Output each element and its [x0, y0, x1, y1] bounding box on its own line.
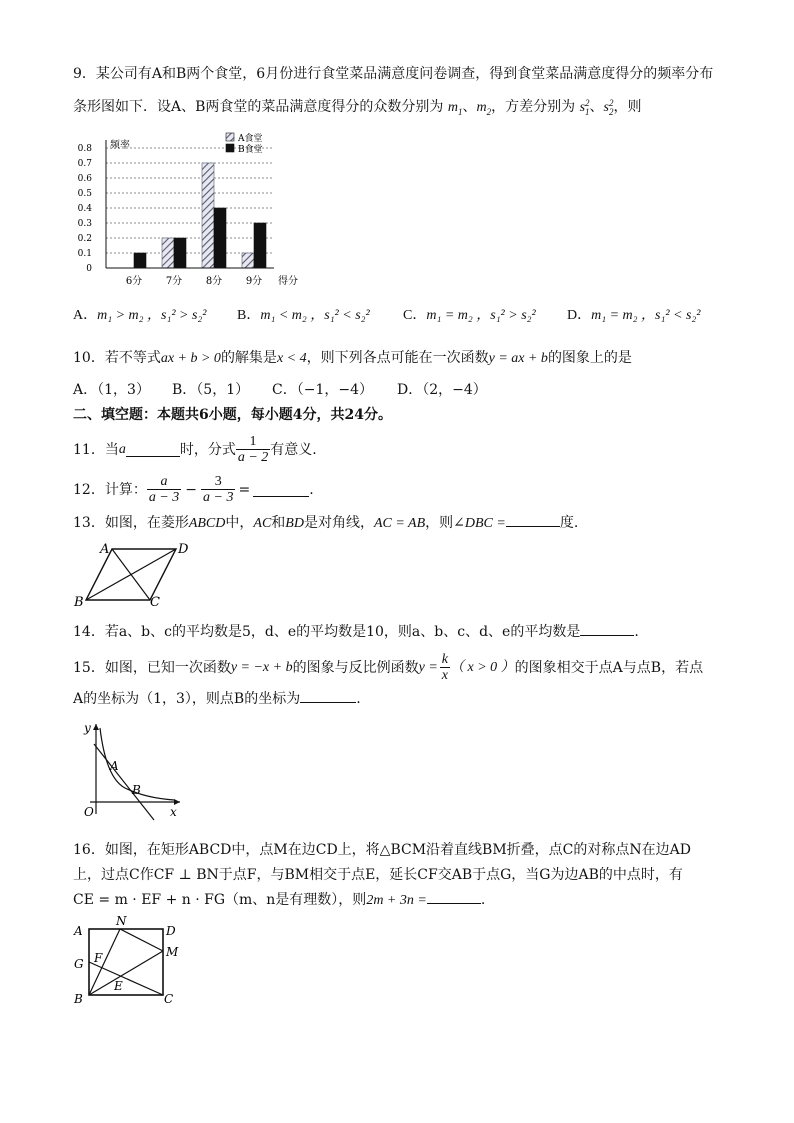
y-tick-label: 0.4 — [77, 204, 92, 214]
q15-condition: （ x > 0 ） — [450, 659, 515, 675]
q9-s1: s 2 1 — [579, 98, 590, 117]
q16-line3 — [73, 891, 485, 910]
q15-expr1: y = −x + b — [230, 659, 293, 675]
rectangle-fold-figure — [70, 913, 190, 1009]
label-d: D — [166, 924, 176, 938]
x-category-label: 7分 — [165, 276, 183, 287]
q11-var: a — [118, 441, 126, 457]
q16-line1: 16．如图，在矩形ABCD中，点M在边CD上，将△BCM沿着直线BM折叠，点C的对称点N在边AD — [73, 842, 691, 858]
q13-text-e: ，则 — [425, 515, 454, 531]
bar-b — [254, 223, 266, 268]
q15-yeq: y = — [418, 659, 438, 675]
q12-end: . — [309, 481, 314, 498]
y-axis-arrow — [93, 724, 99, 730]
label-d: D — [178, 542, 189, 557]
label-m: M — [166, 945, 179, 959]
q10-option-c[interactable]: C．（−1，−4） — [272, 382, 373, 398]
bar-a — [162, 238, 174, 268]
q16-line3-text: CE = m · EF + n · FG（m、n是有理数），则 — [73, 892, 367, 908]
q11-text-a: 11．当 — [73, 441, 119, 458]
y-tick-label: 0.8 — [77, 144, 92, 154]
y-tick-label: 0.6 — [77, 174, 92, 184]
q12 — [73, 470, 314, 510]
q13-abcd: ABCD — [188, 516, 226, 531]
q10-text-a: 10．若不等式 — [73, 350, 161, 366]
q9-option-a[interactable]: A．m₁ > m₂ ，s₁² > s₂² — [73, 308, 207, 323]
q9-line2 — [73, 99, 641, 118]
q15-line2-text: A的坐标为（1，3），则点B的坐标为 — [73, 691, 301, 707]
y-tick-label: 0.7 — [77, 159, 92, 169]
segment-gc — [89, 962, 163, 995]
q9-sep2: 、 — [589, 99, 604, 116]
q12-answer-blank[interactable] — [253, 484, 309, 497]
q11-fraction: $\frac{1}{a - 2}$ — [237, 433, 269, 466]
y-tick-label: 0 — [86, 264, 92, 274]
q10-text-d: 的图象上的是 — [547, 350, 632, 366]
label-e: E — [114, 979, 123, 993]
label-a: A — [74, 924, 83, 938]
y-axis-label: 频率 — [110, 140, 130, 151]
q9-line2-text-b: ，方差分别为 — [491, 99, 576, 116]
label-point-b: B — [132, 783, 141, 797]
q9-option-c[interactable]: C．m₁ = m₂ ，s₁² > s₂² — [403, 308, 536, 323]
segment-nm — [120, 929, 163, 951]
section-2-heading: 二、填空题：本题共6小题，每小题4分，共24分。 — [73, 407, 392, 423]
label-x: x — [170, 805, 177, 819]
y-tick-label: 0.3 — [77, 219, 92, 229]
q11 — [73, 430, 317, 470]
q15-fraction: $\frac{k}{x}$ — [441, 651, 448, 684]
x-category-label: 9分 — [245, 276, 263, 287]
q13-ac: AC — [253, 516, 272, 531]
q12-text-a: 12．计算： — [73, 481, 147, 498]
q16-answer-blank[interactable] — [427, 891, 481, 904]
q15-text-b: 的图象与反比例函数 — [292, 659, 419, 676]
q11-text-c: 有意义. — [270, 441, 317, 458]
q15-end: . — [356, 691, 361, 707]
bar-a — [202, 163, 214, 268]
x-category-label: 8分 — [205, 276, 223, 287]
y-tick-label: 0.2 — [77, 234, 92, 244]
q16-end: . — [480, 892, 486, 908]
q14-stem — [73, 623, 639, 641]
label-origin: O — [84, 805, 94, 819]
frequency-bar-chart — [66, 128, 306, 296]
q10-option-d[interactable]: D．（2，−4） — [397, 382, 487, 398]
q10-expr3: y = ax + b — [488, 351, 548, 366]
q13-condition: AC = AB — [373, 516, 426, 531]
linear-function-line — [94, 744, 154, 820]
q14-answer-blank[interactable] — [580, 623, 634, 636]
legend-swatch — [226, 144, 234, 152]
q9-sep1: 、 — [462, 99, 477, 116]
q13-text-b: 中， — [225, 515, 254, 531]
x-axis-label: 得分 — [278, 276, 298, 287]
q13-text-d: 是对角线， — [303, 515, 374, 531]
q13-text-f: 度. — [559, 515, 579, 531]
y-tick-label: 0.1 — [77, 249, 92, 259]
q10-text-b: 的解集是 — [220, 350, 277, 366]
q15-line2 — [73, 690, 361, 708]
q13-stem — [73, 514, 578, 533]
q9-s2: s 2 2 — [603, 98, 614, 117]
q13-text-a: 13．如图，在菱形 — [73, 515, 189, 531]
label-c: C — [164, 992, 174, 1006]
q13-answer-blank[interactable] — [506, 514, 560, 527]
q11-text-b: 时，分式 — [179, 441, 236, 458]
q9-option-d[interactable]: D．m₁ = m₂ ，s₁² < s₂² — [567, 308, 701, 323]
legend-swatch — [226, 133, 234, 141]
q15-line1 — [73, 648, 703, 688]
q15-answer-blank[interactable] — [300, 690, 356, 703]
legend-label: A食堂 — [238, 134, 263, 144]
q12-equals: = — [238, 481, 251, 498]
q12-minus: − — [185, 481, 198, 498]
q9-line2-text-a: 条形图如下．设A、B两食堂的菜品满意度得分的众数分别为 — [73, 99, 444, 116]
q12-fraction-2: $\frac{3}{a - 3}$ — [203, 473, 234, 506]
label-b: B — [74, 992, 83, 1006]
q10-text-c: ，则下列各点可能在一次函数 — [306, 350, 489, 366]
bar-a — [242, 253, 254, 268]
function-graph-figure — [70, 718, 190, 823]
label-point-a: A — [110, 759, 119, 773]
label-n: N — [116, 914, 127, 928]
q9-m2: $m_2$ — [476, 100, 492, 118]
q9-m1: $m_1$ — [447, 100, 463, 118]
q16-expression: 2m + 3n = — [366, 893, 427, 908]
q11-answer-blank[interactable] — [126, 444, 180, 457]
q9-option-b[interactable]: B．m₁ < m₂ ，s₁² < s₂² — [237, 308, 370, 323]
bar-b — [174, 238, 186, 268]
q10-stem — [73, 350, 632, 368]
label-a: A — [100, 542, 110, 557]
rhombus-figure — [70, 540, 200, 610]
q12-fraction-1: $\frac{a}{a - 3}$ — [148, 473, 180, 506]
q15-text-a: 15．如图，已知一次函数 — [73, 659, 231, 676]
q13-text-c: 和 — [271, 515, 286, 531]
q13-bd: BD — [285, 516, 304, 531]
q10-expr2: x < 4 — [276, 351, 307, 366]
y-tick-label: 0.5 — [77, 189, 92, 199]
q14-text: 14．若a、b、c的平均数是5，d、e的平均数是10，则a、b、c、d、e的平均数是 — [73, 624, 581, 640]
q13-angle: ∠DBC = — [453, 516, 506, 531]
q15-text-c: 的图象相交于点A与点B，若点 — [514, 659, 704, 676]
q16-line2: 上，过点C作CF ⊥ BN于点F，与BM相交于点E，延长CF交AB于点G，当G为边AB的中点时，有 — [73, 867, 683, 883]
q9-line2-text-c: ，则 — [613, 99, 642, 116]
q14-end: . — [634, 624, 639, 640]
x-category-label: 6分 — [125, 276, 143, 287]
bar-b — [214, 208, 226, 268]
label-g: G — [74, 957, 84, 971]
label-b: B — [74, 595, 84, 610]
q10-expr1: ax + b > 0 — [160, 351, 221, 366]
q9-line1: 9．某公司有A和B两个食堂，6月份进行食堂菜品满意度问卷调查，得到食堂菜品满意度得分的频率分布 — [73, 66, 714, 82]
bar-b — [134, 253, 146, 268]
legend-label: B食堂 — [238, 145, 263, 155]
label-c: C — [150, 595, 160, 610]
label-f: F — [94, 951, 103, 965]
q10-option-a[interactable]: A．（1，3） — [73, 382, 150, 398]
q10-option-b[interactable]: B．（5，1） — [172, 382, 250, 398]
label-y: y — [84, 721, 91, 735]
